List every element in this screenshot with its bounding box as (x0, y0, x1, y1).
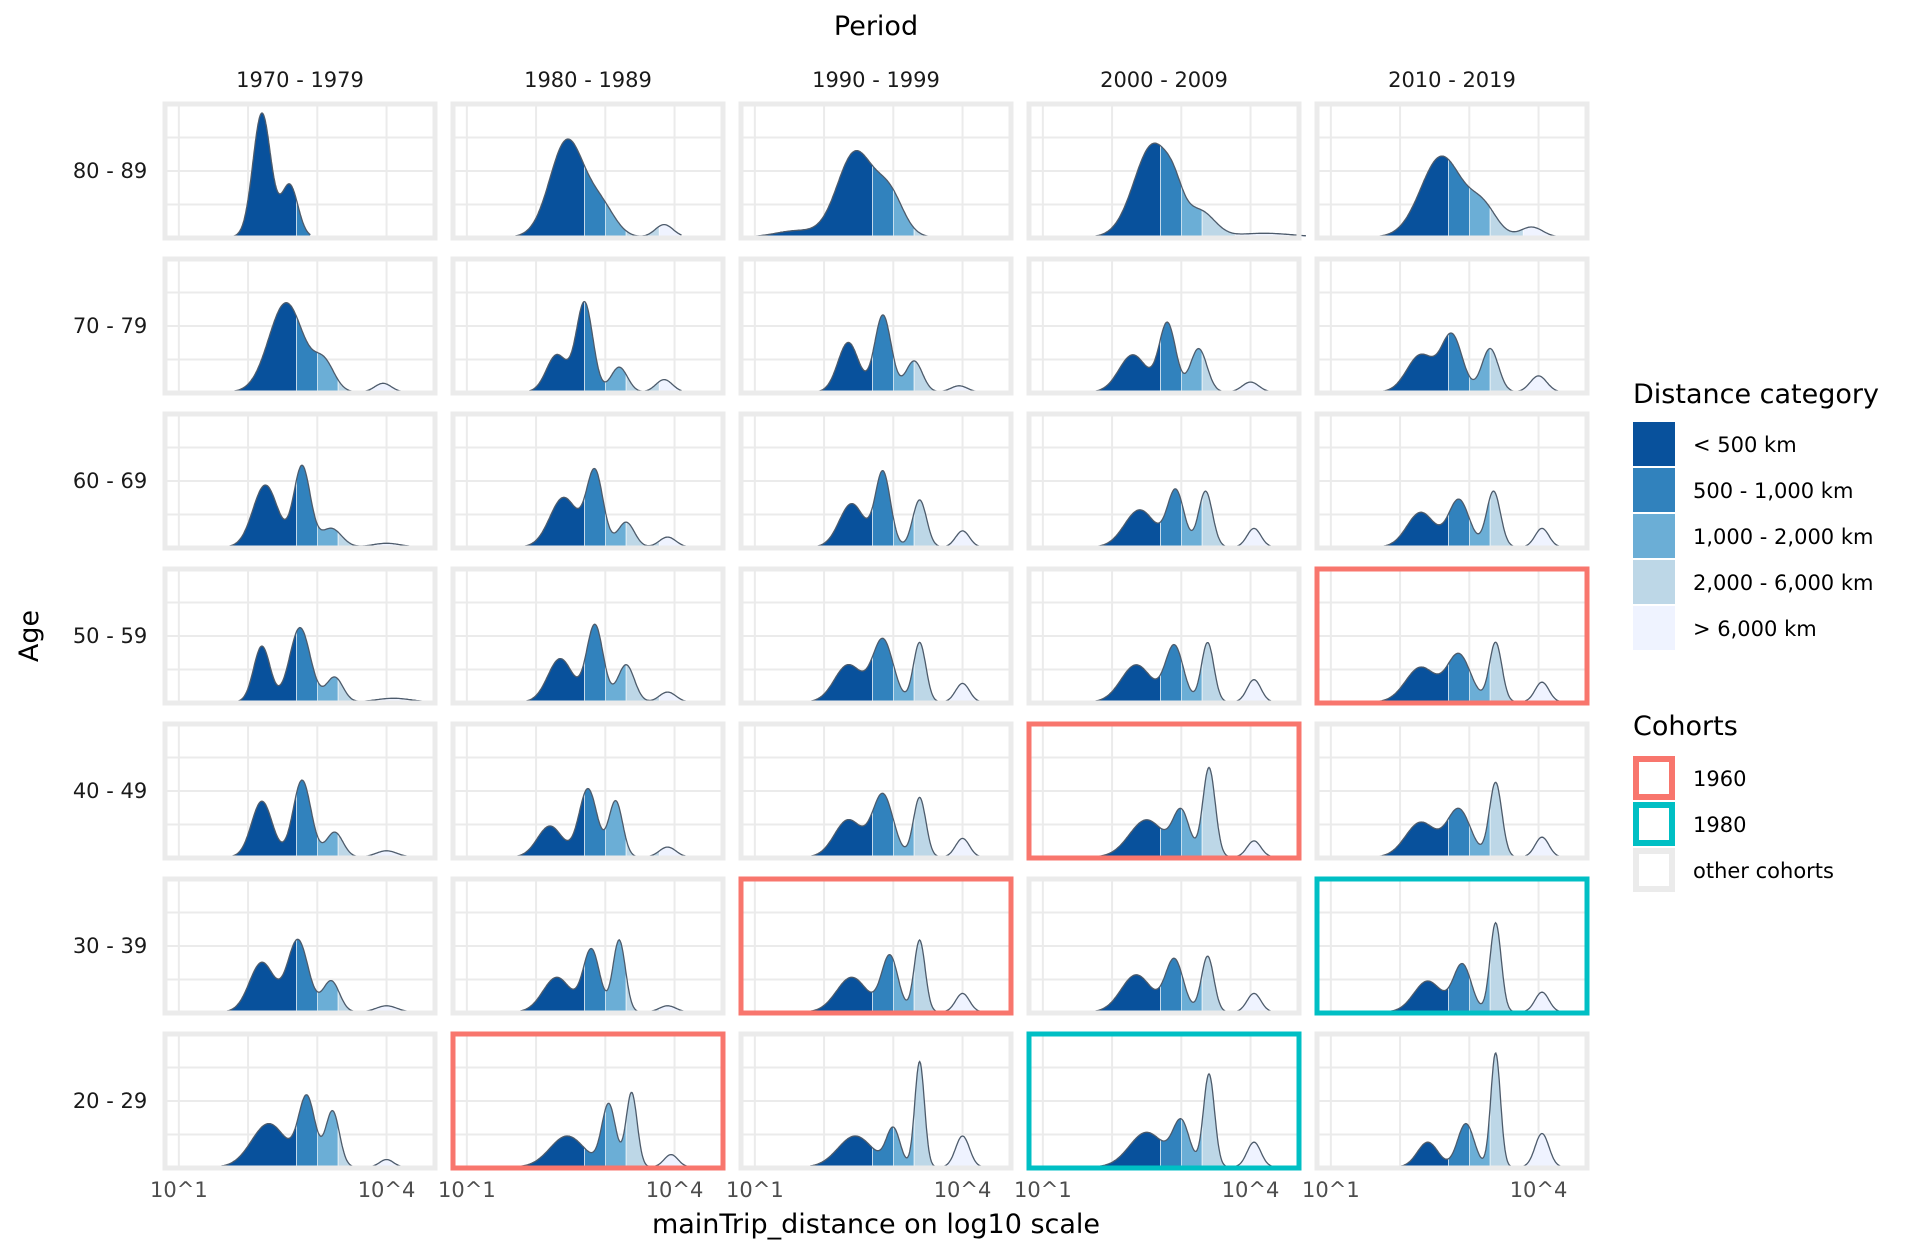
age-label-50-59: 50 - 59 (72, 624, 148, 648)
x-tick-label: 10^4 (1221, 1178, 1280, 1202)
legend-key-cohort-other-cohorts (1636, 851, 1672, 889)
x-tick-label: 10^1 (438, 1178, 496, 1202)
x-tick-label: 10^1 (1014, 1178, 1072, 1202)
period-label-1990-1999: 1990 - 1999 (812, 68, 940, 92)
x-axis-title: mainTrip_distance on log10 scale (651, 1209, 1101, 1240)
legend-label-6-000-km: > 6,000 km (1693, 617, 1817, 641)
legend-key-2-000-6-000-km (1633, 560, 1675, 604)
period-label-2010-2019: 2010 - 2019 (1388, 68, 1516, 92)
legend-key-6-000-km (1633, 606, 1675, 650)
age-label-80-89: 80 - 89 (72, 159, 148, 183)
legend-key-500-km (1633, 422, 1675, 466)
legend-key-cohort-1980 (1636, 805, 1672, 843)
legend-label-500-km: < 500 km (1693, 433, 1797, 457)
x-tick-label: 10^1 (1302, 1178, 1360, 1202)
period-label-2000-2009: 2000 - 2009 (1100, 68, 1228, 92)
age-label-70-79: 70 - 79 (72, 314, 148, 338)
legend-label-cohort-other-cohorts: other cohorts (1693, 859, 1834, 883)
period-label-1980-1989: 1980 - 1989 (524, 68, 652, 92)
legend-label-500-1-000-km: 500 - 1,000 km (1693, 479, 1854, 503)
period-title: Period (833, 11, 919, 42)
legend-key-1-000-2-000-km (1633, 514, 1675, 558)
legend-title-distance: Distance category (1633, 379, 1879, 410)
x-tick-label: 10^4 (645, 1178, 704, 1202)
legend-key-500-1-000-km (1633, 468, 1675, 512)
x-tick-label: 10^4 (933, 1178, 992, 1202)
age-label-30-39: 30 - 39 (72, 934, 148, 958)
legend-key-cohort-1960 (1636, 759, 1672, 797)
legend-label-1-000-2-000-km: 1,000 - 2,000 km (1693, 525, 1874, 549)
legend-label-cohort-1960: 1960 (1693, 767, 1747, 791)
age-label-20-29: 20 - 29 (72, 1089, 148, 1113)
age-label-60-69: 60 - 69 (72, 469, 148, 493)
x-tick-label: 10^1 (726, 1178, 784, 1202)
age-title: Age (14, 609, 45, 663)
x-tick-label: 10^1 (150, 1178, 208, 1202)
legend-title-cohorts: Cohorts (1633, 711, 1738, 742)
age-label-40-49: 40 - 49 (72, 779, 148, 803)
x-tick-label: 10^4 (1509, 1178, 1568, 1202)
period-label-1970-1979: 1970 - 1979 (236, 68, 364, 92)
x-tick-label: 10^4 (357, 1178, 416, 1202)
legend-label-cohort-1980: 1980 (1693, 813, 1747, 837)
legend-label-2-000-6-000-km: 2,000 - 6,000 km (1693, 571, 1874, 595)
